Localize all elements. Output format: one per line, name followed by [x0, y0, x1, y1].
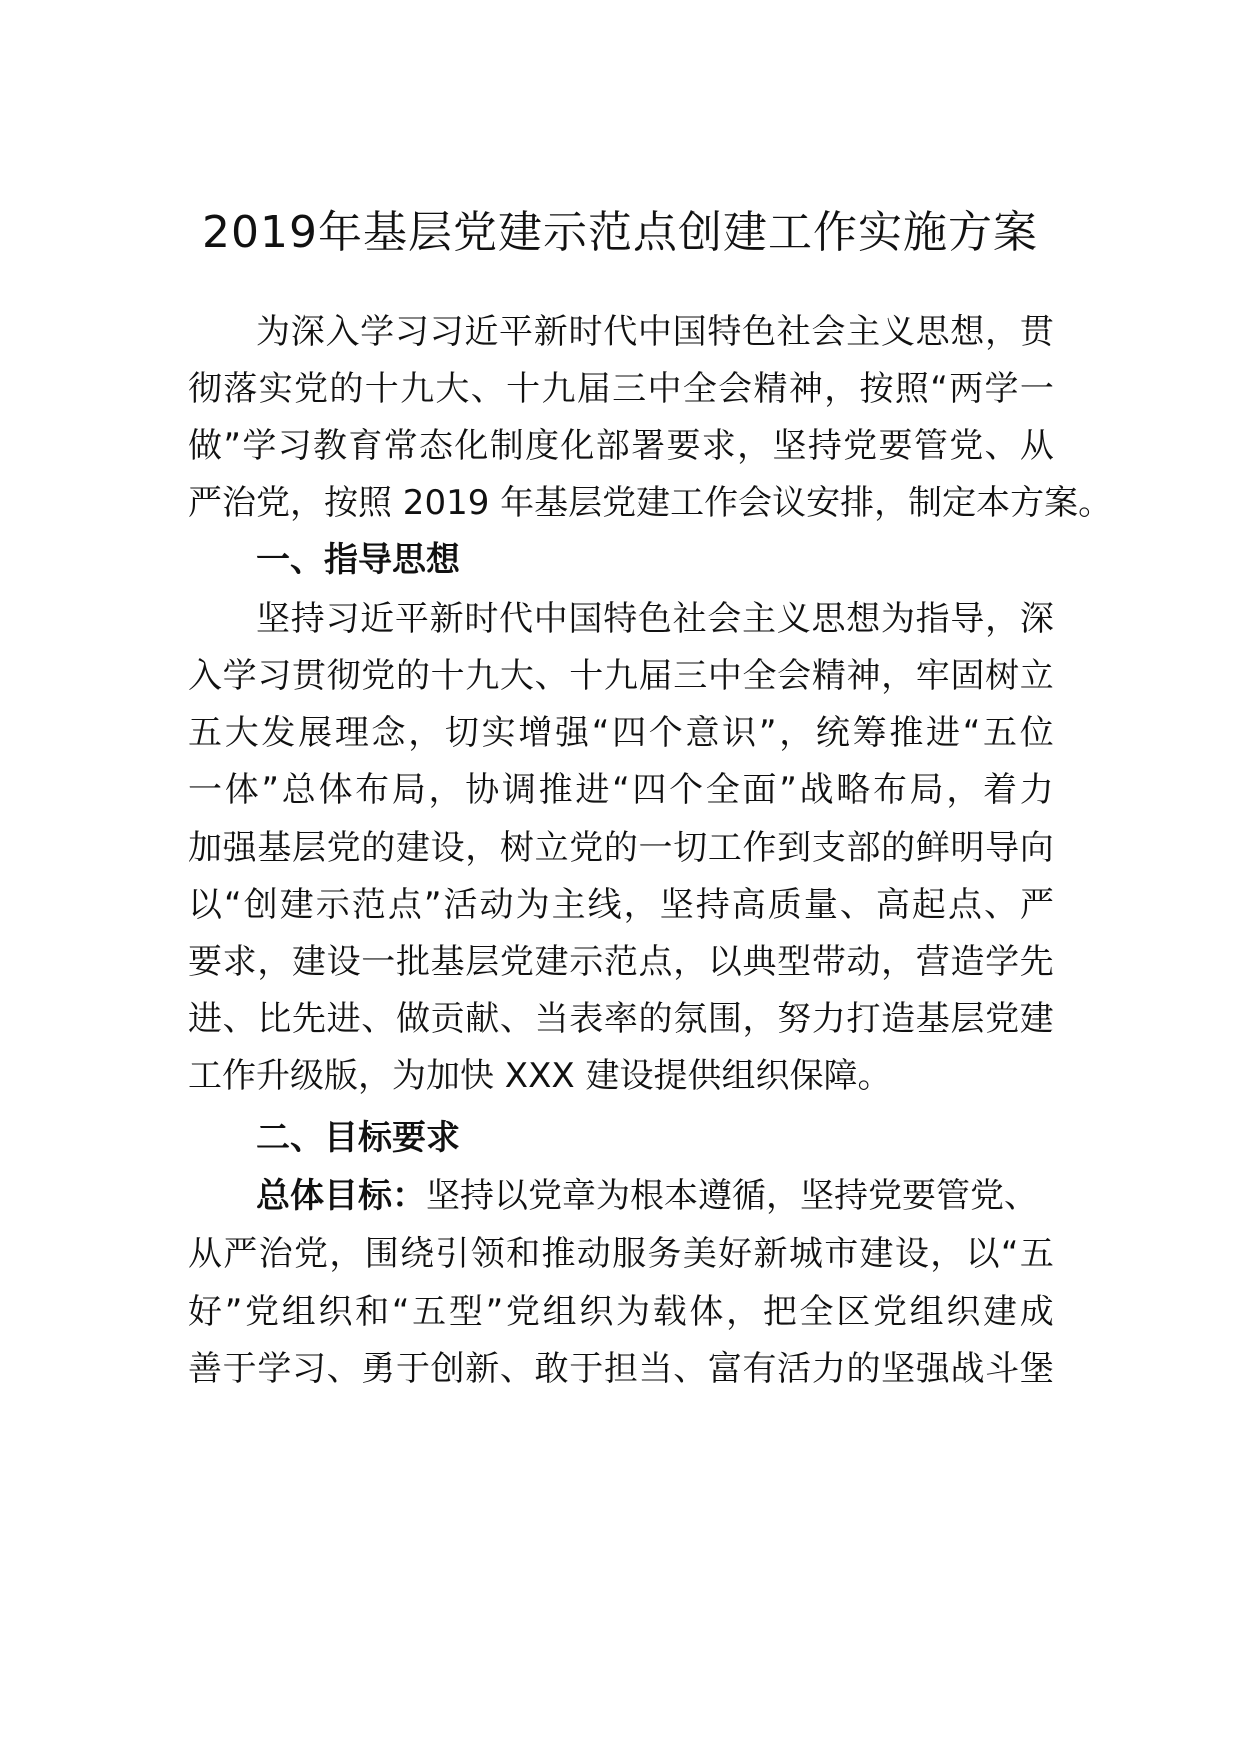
paragraph-line — [256, 1170, 1054, 1222]
paragraph-line: 五 大 发 展 理 念 ， 切 实 增 强 “ 四 个 意 识 ” ， 统 筹 推 进 “ 五 位 — [188, 713, 1054, 753]
paragraph-line: 好 ” 党 组 织 和 “ 五 型 ” 党 组 织 为 载 体 ， 把 全 区 党 组 织 建 成 — [188, 1292, 1054, 1332]
document-title: 2019年基层党建示范点创建工作实施方案 — [202, 207, 1038, 258]
paragraph-line: 善 于 学 习 、 勇 于 创 新 、 敢 于 担 当 、 富 有 活 力 的 坚 强 战 斗 堡 — [188, 1349, 1054, 1389]
paragraph-line: 从 严 治 党 ， 围 绕 引 领 和 推 动 服 务 美 好 新 城 市 建 设 ， 以 “ 五 — [188, 1234, 1054, 1274]
paragraph-line: 进 、 比 先 进 、 做 贡 献 、 当 表 率 的 氛 围 ， 努 力 打 造 基 层 党 建 — [188, 999, 1054, 1039]
paragraph-line: 入 学 习 贯 彻 党 的 十 九 大 、 十 九 届 三 中 全 会 精 神 ， 牢 固 树 立 — [188, 656, 1054, 696]
paragraph-line: 做 ” 学 习 教 育 常 态 化 制 度 化 部 署 要 求 ， 坚 持 党 要 管 党 、 从 — [188, 426, 1054, 466]
paragraph-line: 严治党，按照 2019 年基层党建工作会议安排，制定本方案。 — [188, 483, 1113, 523]
paragraph-line: 为 深 入 学 习 习 近 平 新 时 代 中 国 特 色 社 会 主 义 思 想 ， 贯 — [256, 312, 1054, 352]
paragraph-line: 加 强 基 层 党 的 建 设 ， 树 立 党 的 一 切 工 作 到 支 部 的 鲜 明 导 向 — [188, 828, 1054, 868]
overall-goal-text: 坚持以党章为根本遵循，坚持党要管党、 — [426, 1176, 1038, 1216]
section-heading-guiding-thought: 一、指导思想 — [256, 540, 460, 580]
overall-goal-label: 总体目标： — [256, 1176, 426, 1216]
paragraph-line: 工作升级版，为加快 XXX 建设提供组织保障。 — [188, 1056, 892, 1096]
paragraph-line: 要 求 ， 建 设 一 批 基 层 党 建 示 范 点 ， 以 典 型 带 动 ， 营 造 学 先 — [188, 942, 1054, 982]
paragraph-line: 一 体 ” 总 体 布 局 ， 协 调 推 进 “ 四 个 全 面 ” 战 略 布 局 ， 着 力 — [188, 770, 1054, 810]
section-heading-goals: 二、目标要求 — [256, 1118, 460, 1158]
paragraph-line: 以 “ 创 建 示 范 点 ” 活 动 为 主 线 ， 坚 持 高 质 量 、 高 起 点 、 严 — [188, 885, 1054, 925]
paragraph-line: 彻 落 实 党 的 十 九 大 、 十 九 届 三 中 全 会 精 神 ， 按 照 “ 两 学 一 — [188, 369, 1054, 409]
paragraph-line: 坚 持 习 近 平 新 时 代 中 国 特 色 社 会 主 义 思 想 为 指 导 ， 深 — [256, 599, 1054, 639]
